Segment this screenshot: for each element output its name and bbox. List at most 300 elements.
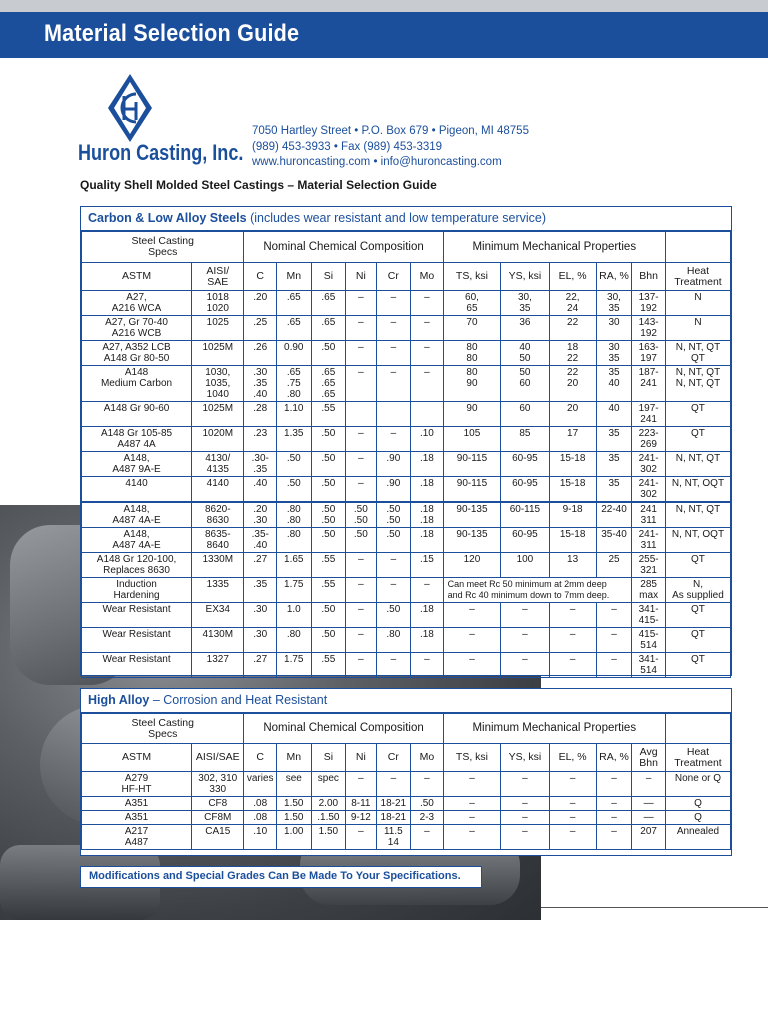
table-cell: .50 (311, 477, 346, 503)
mech-group-header: Minimum Mechanical Properties (443, 714, 665, 744)
table-cell: A148, A487 4A-E (82, 528, 192, 553)
table-cell: A148 Gr 105-85 A487 4A (82, 427, 192, 452)
table-cell: – (346, 628, 376, 653)
high-alloy-table (81, 713, 731, 850)
table-row (82, 291, 731, 316)
table-cell: 8620- 8630 (192, 502, 244, 528)
table-cell: 18-21 (376, 797, 411, 811)
table-row (82, 452, 731, 477)
table-cell: QT (665, 553, 730, 578)
table-cell: 11.5 14 (376, 825, 411, 850)
table-cell: .20 .30 (244, 502, 276, 528)
table-cell: – (376, 366, 411, 402)
table-cell: A217 A487 (82, 825, 192, 850)
table-cell: 241 311 (632, 502, 666, 528)
table-cell: .18 .18 (411, 502, 444, 528)
table-cell: 20 (549, 402, 596, 427)
table-cell: 1025 (192, 316, 244, 341)
table-cell: – (411, 772, 444, 797)
company-web-email[interactable]: www.huroncasting.com • info@huroncasting.com (252, 156, 502, 168)
column-header: Mo (411, 263, 444, 291)
table-cell: .50 .50 (376, 502, 411, 528)
table-cell: .65 (311, 291, 346, 316)
table-cell: .40 (244, 477, 276, 503)
table-cell: CA15 (192, 825, 244, 850)
table-cell: .18 (411, 628, 444, 653)
table-cell: 1.00 (276, 825, 311, 850)
table-cell: A148 Gr 120-100, Replaces 8630 (82, 553, 192, 578)
table-cell: .27 (244, 553, 276, 578)
table-cell: – (376, 653, 411, 678)
table-cell: N, NT, QT N, NT, QT (665, 366, 730, 402)
table-cell: 50 60 (501, 366, 549, 402)
table-cell: – (596, 811, 632, 825)
table-cell: .80 (276, 628, 311, 653)
table-cell: 25 (596, 553, 632, 578)
table-row (82, 402, 731, 427)
table-cell: 85 (501, 427, 549, 452)
table-cell: .08 (244, 797, 276, 811)
table-cell: .55 (311, 653, 346, 678)
table-cell: 1020M (192, 427, 244, 452)
table-cell: – (346, 553, 376, 578)
table-cell: 197- 241 (632, 402, 666, 427)
table-cell: CF8 (192, 797, 244, 811)
table-cell: .80 (276, 528, 311, 553)
table-cell (376, 402, 411, 427)
table-cell: .18 (411, 477, 444, 503)
table-cell: – (501, 628, 549, 653)
table-cell: .20 (244, 291, 276, 316)
table-cell: 36 (501, 316, 549, 341)
table-cell: .55 (311, 553, 346, 578)
table-cell: 9-18 (549, 502, 596, 528)
table-cell: .10 (411, 427, 444, 452)
column-header: C (244, 744, 276, 772)
table-cell: 1.0 (276, 603, 311, 628)
table-cell: – (376, 553, 411, 578)
table-cell: 415- 514 (632, 628, 666, 653)
carbon-steel-table (81, 231, 731, 678)
table-cell: 1.35 (276, 427, 311, 452)
table-cell: .90 (376, 452, 411, 477)
table-cell: QT (665, 603, 730, 628)
table-cell: – (501, 797, 549, 811)
table-row (82, 316, 731, 341)
table-cell: 255- 321 (632, 553, 666, 578)
table-cell: – (376, 316, 411, 341)
table-cell: 137- 192 (632, 291, 666, 316)
page-title: Material Selection Guide (44, 20, 300, 47)
column-header: Cr (376, 744, 411, 772)
table-cell: 1.75 (276, 653, 311, 678)
table-cell: N (665, 316, 730, 341)
table-cell: – (346, 578, 376, 603)
table-cell: – (501, 772, 549, 797)
table-cell: 1.50 (276, 811, 311, 825)
table-cell: .50 (276, 452, 311, 477)
table-cell: – (346, 477, 376, 503)
table-cell: A351 (82, 797, 192, 811)
table-cell: 18 22 (549, 341, 596, 366)
table-cell: 9-12 (346, 811, 376, 825)
document-subtitle: Quality Shell Molded Steel Castings – Material Selection Guide (80, 178, 437, 192)
table-cell: – (632, 772, 666, 797)
table-cell: QT (665, 653, 730, 678)
table-cell: A148 Gr 90-60 (82, 402, 192, 427)
company-address: 7050 Hartley Street • P.O. Box 679 • Pigeon, MI 48755 (252, 125, 529, 137)
table-cell: 30, 35 (596, 291, 632, 316)
table-cell: 1.10 (276, 402, 311, 427)
table-cell: 1.50 (311, 825, 346, 850)
table-cell: – (346, 653, 376, 678)
table-cell: 35 (596, 477, 632, 503)
table-cell: 341- 514 (632, 653, 666, 678)
table-cell: 4130M (192, 628, 244, 653)
table-row (82, 553, 731, 578)
high-alloy-section (80, 688, 732, 856)
table-cell: 15-18 (549, 452, 596, 477)
table-row (82, 603, 731, 628)
header-banner (0, 12, 768, 58)
table-cell: 1018 1020 (192, 291, 244, 316)
table-cell: 60 (501, 402, 549, 427)
table-cell: 0.90 (276, 341, 311, 366)
table-cell: .65 .65 .65 (311, 366, 346, 402)
table-cell: 90-135 (443, 502, 501, 528)
table-cell: – (549, 628, 596, 653)
table-cell: 223- 269 (632, 427, 666, 452)
section-title (81, 689, 731, 713)
table-cell: 60, 65 (443, 291, 501, 316)
table-cell: 8-11 (346, 797, 376, 811)
column-header: Heat Treatment (665, 744, 730, 772)
section-title-bold: Carbon & Low Alloy Steels (88, 211, 247, 225)
table-cell: Wear Resistant (82, 628, 192, 653)
table-cell: – (443, 772, 501, 797)
specs-group-header: Steel Casting Specs (82, 232, 244, 263)
table-cell: A148 Medium Carbon (82, 366, 192, 402)
table-cell: .50 (311, 452, 346, 477)
table-cell: .65 (276, 291, 311, 316)
column-header: ASTM (82, 744, 192, 772)
table-cell: Can meet Rc 50 minimum at 2mm deep and Rc 40 minimum down to 7mm deep. (443, 578, 632, 603)
column-header: Mn (276, 263, 311, 291)
table-cell: 60-95 (501, 528, 549, 553)
blank-header (665, 714, 730, 744)
table-cell: A27, A352 LCB A148 Gr 80-50 (82, 341, 192, 366)
table-cell: .35- .40 (244, 528, 276, 553)
table-cell (346, 402, 376, 427)
table-row (82, 528, 731, 553)
table-cell: 105 (443, 427, 501, 452)
column-header: RA, % (596, 744, 632, 772)
table-cell: .50 (276, 477, 311, 503)
table-cell: Wear Resistant (82, 653, 192, 678)
table-cell: 30 (596, 316, 632, 341)
table-cell: – (549, 825, 596, 850)
table-cell: N, NT, QT QT (665, 341, 730, 366)
table-cell: – (411, 366, 444, 402)
table-cell: 1330M (192, 553, 244, 578)
section-title-rest: (includes wear resistant and low temperature service) (246, 211, 547, 225)
table-cell: .28 (244, 402, 276, 427)
column-header: AISI/ SAE (192, 263, 244, 291)
table-cell: 285 max (632, 578, 666, 603)
table-cell: .55 (311, 402, 346, 427)
table-cell: – (443, 797, 501, 811)
table-cell: – (549, 772, 596, 797)
contact-block (252, 124, 529, 171)
table-cell: 80 80 (443, 341, 501, 366)
table-cell: 341- 415- (632, 603, 666, 628)
table-cell: 90 (443, 402, 501, 427)
table-cell: – (346, 452, 376, 477)
column-header: Si (311, 744, 346, 772)
table-cell: – (346, 291, 376, 316)
table-cell: .35 (244, 578, 276, 603)
table-cell: 187- 241 (632, 366, 666, 402)
table-cell: .18 (411, 603, 444, 628)
table-cell: .15 (411, 553, 444, 578)
column-header: EL, % (549, 263, 596, 291)
table-cell: 60-95 (501, 477, 549, 503)
table-cell: A148, A487 9A-E (82, 452, 192, 477)
column-header: Mn (276, 744, 311, 772)
carbon-low-alloy-section (80, 206, 732, 676)
column-header: Si (311, 263, 346, 291)
table-cell: 22, 24 (549, 291, 596, 316)
table-cell: – (501, 811, 549, 825)
table-cell: – (501, 653, 549, 678)
table-cell: .50 (311, 603, 346, 628)
table-cell: N, NT, QT (665, 452, 730, 477)
table-cell: – (596, 772, 632, 797)
table-cell: 22 20 (549, 366, 596, 402)
table-cell (411, 402, 444, 427)
table-cell: 13 (549, 553, 596, 578)
table-cell: .50 (311, 528, 346, 553)
table-cell: 35 (596, 452, 632, 477)
table-cell: 90-115 (443, 477, 501, 503)
table-cell: N, NT, OQT (665, 477, 730, 503)
table-cell: – (346, 366, 376, 402)
table-cell: – (549, 797, 596, 811)
table-cell: see (276, 772, 311, 797)
table-cell: .50 (376, 603, 411, 628)
table-cell: – (376, 341, 411, 366)
section-title (81, 207, 731, 231)
table-cell: .30 (244, 603, 276, 628)
table-cell: 22-40 (596, 502, 632, 528)
table-cell: .50 (346, 528, 376, 553)
table-cell: .50 (411, 797, 444, 811)
table-cell: A279 HF-HT (82, 772, 192, 797)
table-cell: 207 (632, 825, 666, 850)
table-cell: 30, 35 (501, 291, 549, 316)
table-cell: QT (665, 427, 730, 452)
table-row (82, 797, 731, 811)
column-header: C (244, 263, 276, 291)
table-cell: N (665, 291, 730, 316)
column-header: YS, ksi (501, 263, 549, 291)
table-cell: .50 (376, 528, 411, 553)
table-cell: 35-40 (596, 528, 632, 553)
table-row (82, 578, 731, 603)
column-header: Ni (346, 263, 376, 291)
table-cell: 143- 192 (632, 316, 666, 341)
table-cell: 302, 310 330 (192, 772, 244, 797)
table-row (82, 811, 731, 825)
column-header: Heat Treatment (665, 263, 730, 291)
table-cell: 17 (549, 427, 596, 452)
table-cell: Q (665, 797, 730, 811)
table-cell: 1.75 (276, 578, 311, 603)
table-cell: varies (244, 772, 276, 797)
table-cell: — (632, 811, 666, 825)
table-cell: – (596, 628, 632, 653)
table-cell: .1.50 (311, 811, 346, 825)
table-row (82, 366, 731, 402)
table-cell: .08 (244, 811, 276, 825)
column-header: Mo (411, 744, 444, 772)
table-cell: .50 (311, 427, 346, 452)
table-cell: 60-115 (501, 502, 549, 528)
table-row (82, 477, 731, 503)
table-cell: – (596, 797, 632, 811)
table-cell: – (443, 811, 501, 825)
table-cell: 1025M (192, 341, 244, 366)
top-strip (0, 0, 768, 12)
table-cell: 80 90 (443, 366, 501, 402)
table-cell: 241- 302 (632, 452, 666, 477)
table-cell: – (346, 603, 376, 628)
table-cell: 35 40 (596, 366, 632, 402)
table-cell: QT (665, 628, 730, 653)
table-cell: CF8M (192, 811, 244, 825)
table-cell: – (596, 603, 632, 628)
table-cell: QT (665, 402, 730, 427)
table-cell: .50 (311, 341, 346, 366)
table-cell: – (501, 825, 549, 850)
section-title-rest: – Corrosion and Heat Resistant (149, 693, 328, 707)
column-header: TS, ksi (443, 263, 501, 291)
table-cell: – (376, 427, 411, 452)
table-cell: .50 .50 (346, 502, 376, 528)
table-cell: — (632, 797, 666, 811)
table-cell: 18-21 (376, 811, 411, 825)
company-name: Huron Casting, Inc. (78, 140, 244, 165)
table-cell: 30 35 (596, 341, 632, 366)
table-cell: .80 (376, 628, 411, 653)
table-cell: 1327 (192, 653, 244, 678)
table-cell: None or Q (665, 772, 730, 797)
table-cell: .30- .35 (244, 452, 276, 477)
table-cell: .27 (244, 653, 276, 678)
table-cell: 1335 (192, 578, 244, 603)
table-cell: .90 (376, 477, 411, 503)
table-cell: Induction Hardening (82, 578, 192, 603)
table-cell: N, As supplied (665, 578, 730, 603)
table-cell: 1025M (192, 402, 244, 427)
table-cell: – (346, 825, 376, 850)
specs-group-header: Steel Casting Specs (82, 714, 244, 744)
table-cell: – (596, 653, 632, 678)
table-cell: .50 (311, 628, 346, 653)
table-cell: – (376, 772, 411, 797)
table-row (82, 502, 731, 528)
table-cell: EX34 (192, 603, 244, 628)
table-cell: 60-95 (501, 452, 549, 477)
chem-group-header: Nominal Chemical Composition (244, 232, 443, 263)
table-cell: 8635- 8640 (192, 528, 244, 553)
table-cell: Wear Resistant (82, 603, 192, 628)
section-title-bold: High Alloy (88, 693, 150, 707)
table-row (82, 825, 731, 850)
table-cell: – (549, 603, 596, 628)
column-header: EL, % (549, 744, 596, 772)
company-phone-fax: (989) 453-3933 • Fax (989) 453-3319 (252, 140, 443, 153)
column-header: YS, ksi (501, 744, 549, 772)
footer-rule (541, 907, 768, 908)
table-cell: .65 (276, 316, 311, 341)
specifications-note: Modifications and Special Grades Can Be Made To Your Specifications. (80, 866, 482, 888)
table-cell: .55 (311, 578, 346, 603)
table-cell: .30 .35 .40 (244, 366, 276, 402)
table-cell: .80 .80 (276, 502, 311, 528)
table-cell: – (411, 825, 444, 850)
table-cell: – (501, 603, 549, 628)
table-cell: A27, Gr 70-40 A216 WCB (82, 316, 192, 341)
table-cell: A148, A487 4A-E (82, 502, 192, 528)
table-cell: – (411, 316, 444, 341)
table-cell: .65 (311, 316, 346, 341)
table-row (82, 341, 731, 366)
table-cell: 1.50 (276, 797, 311, 811)
table-cell: 40 (596, 402, 632, 427)
table-cell: – (443, 653, 501, 678)
table-cell: .30 (244, 628, 276, 653)
table-cell: .65 .75 .80 (276, 366, 311, 402)
column-header: Bhn (632, 263, 666, 291)
table-cell: 241- 302 (632, 477, 666, 503)
table-cell: 241- 311 (632, 528, 666, 553)
table-cell: N, NT, QT (665, 502, 730, 528)
table-row (82, 772, 731, 797)
table-cell: 90-115 (443, 452, 501, 477)
table-cell: 40 50 (501, 341, 549, 366)
table-cell: spec (311, 772, 346, 797)
table-cell: 70 (443, 316, 501, 341)
table-row (82, 427, 731, 452)
column-header: Cr (376, 263, 411, 291)
table-cell: – (443, 628, 501, 653)
table-cell: 4140 (192, 477, 244, 503)
table-cell: .25 (244, 316, 276, 341)
table-cell: – (376, 578, 411, 603)
column-header: Avg Bhn (632, 744, 666, 772)
table-cell: 22 (549, 316, 596, 341)
table-cell: 4140 (82, 477, 192, 503)
table-cell: .23 (244, 427, 276, 452)
table-cell: – (346, 772, 376, 797)
table-row (82, 653, 731, 678)
table-cell: – (596, 825, 632, 850)
table-cell: – (443, 825, 501, 850)
table-cell: .26 (244, 341, 276, 366)
table-cell: 15-18 (549, 477, 596, 503)
table-cell: – (411, 578, 444, 603)
